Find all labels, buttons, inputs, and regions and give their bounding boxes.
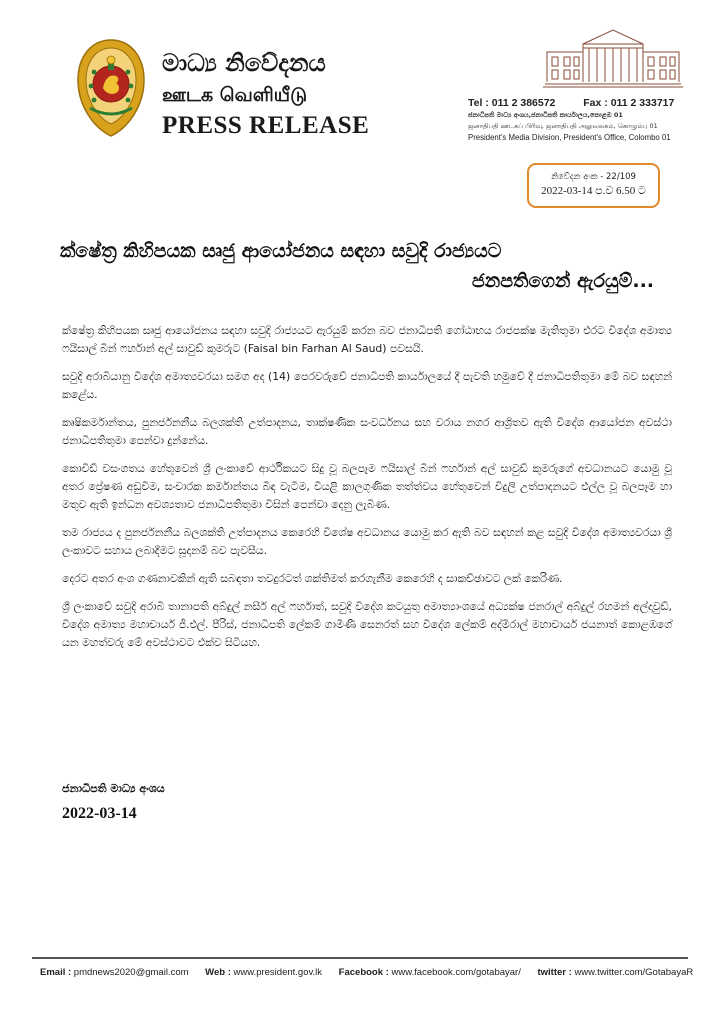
twitter-link[interactable]: www.twitter.com/GotabayaR — [574, 967, 694, 978]
web-label: Web : — [205, 967, 231, 978]
signoff — [62, 780, 165, 826]
footer-facebook — [339, 966, 521, 980]
tel-value: 011 2 386572 — [491, 97, 556, 109]
contact-block — [468, 96, 698, 144]
footer-twitter — [537, 966, 693, 980]
footer-divider — [32, 957, 688, 959]
signoff-date: 2022-03-14 — [62, 805, 137, 822]
tel-fax-line: Tel : 011 2 386572 Fax : 011 2 333717 — [468, 97, 675, 109]
web-link[interactable]: www.president.gov.lk — [233, 967, 323, 978]
facebook-link[interactable]: www.facebook.com/gotabayar/ — [391, 967, 521, 978]
tel-label: Tel — [468, 97, 483, 109]
title-english: PRESS RELEASE — [162, 112, 370, 139]
email-label: Email : — [40, 967, 72, 978]
release-reference-box — [527, 163, 660, 208]
national-emblem-icon — [70, 36, 152, 140]
paragraph: ශ්‍රී ලංකාවේ සවුදි අරාබි තානාපති අබ්දුල් නසීර් අල් ෆර්හාත්, සවුදි විදේශ කටයුතු අමාත්‍යාංශයේ අධ්‍යක්ෂ ජනරාල් අබ්දුල් රහමන් අල්දාවුඩ්, විදේශ අමාත්‍ය මහාචාර්ය ජී.එල්. පීරිස්, ජනාධිපති ලේකම් ගාමිණී සෙනරත් සහ විදේශ ලේකම් අද්මිරාල් මහාචාර්ය ජයනාත් කොළඹගේ යන මහත්වරු මේ අවස්ථාවට එක්ව සිටියහ. — [62, 600, 672, 649]
press-release-titles — [162, 48, 369, 142]
release-datetime: 2022-03-14 ප.ව 6.50 ට — [541, 185, 646, 197]
release-number: නිවේදන අංක - 22/109 — [551, 172, 636, 182]
address-tamil: ஜனாதிபதி ஊடகப் பிரிவு, ஜனாதிபதி அலுவலகம், கொழும்பு 01 — [468, 122, 658, 130]
email-value[interactable]: pmdnews2020@gmail.com — [73, 967, 189, 978]
presidential-secretariat-building-icon — [543, 24, 683, 90]
footer-contacts — [40, 966, 700, 980]
signoff-department: ජනාධිපති මාධ්‍ය අංශය — [62, 782, 165, 795]
fax-value: 011 2 333717 — [610, 97, 675, 109]
title-tamil: ஊடக வெளியீடு — [162, 84, 308, 106]
headline — [60, 236, 660, 296]
facebook-label: Facebook : — [338, 967, 389, 978]
paragraph: තම රාජ්‍යය ද පුනර්ජනනීය බලශක්ති උත්පාදනය කෙරෙහි විශේෂ අවධානය යොමු කර ඇති බව සඳහන් කළ සවුදි විදේශ අමාත්‍යවරයා ශ්‍රී ලංකාවට සහාය ලබාදීමට සූදානම් බව පැවසීය. — [62, 526, 672, 557]
address-english: President's Media Division, President's Office, Colombo 01 — [468, 133, 671, 142]
twitter-label: twitter : — [537, 967, 572, 978]
fax-label: Fax — [583, 97, 602, 109]
footer-email — [40, 966, 189, 980]
article-body — [62, 322, 672, 662]
paragraph: ක්ෂේත්‍ර කිහිපයක සෘජු ආයෝජනය සඳහා සවුදි රාජ්‍යයට ඇරයුම් කරන බව ජනාධිපති ගෝඨාභය රාජපක්ෂ මැතිතුමා එරට විදේශ අමාත්‍ය ෆයිසාල් බින් ෆර්හාන් අල් සාවුඩ් කුමරුට (Faisal bin Farhan Al Saud) පවසයි. — [62, 324, 672, 355]
paragraph: සවුදි අරාබියානු විදේශ අමාත්‍යවරයා සමග අද (14) පෙරවරුවේ ජනාධිපති කාර්යාලයේ දී පැවති හමුවේ දී ජනාධිපතිතුමා මේ බව සඳහන් කළේය. — [62, 370, 672, 401]
paragraph: කොවිඩ් වසංගතය හේතුවෙන් ශ්‍රී ලංකාවේ ආර්ථිකයට සිදු වූ බලපෑම ෆයිසාල් බින් ෆර්හාන් අල් සාවුඩ් කුමරුගේ අවධානයට යොමු වූ අතර ප්‍රේෂණ අඩුවීම, සංචාරක කර්මාන්තය බිඳ වැටීම, වියළි කාලගුණික තත්ත්වය හේතුවෙන් විදුලි උත්පාදනයට එල්ල වූ බලපෑම හා මතුව ඇති ඉන්ධන අවශ්‍යතාව ජනාධිපතිතුමා විසින් පෙන්වා දෙනු ලැබිණ. — [62, 462, 672, 511]
title-sinhala: මාධ්‍ය නිවේදනය — [162, 49, 326, 77]
headline-line-2: ජනපතිගෙන් ඇරයුම්... — [471, 270, 654, 292]
paragraph: දෙරට අතර අංශ ගණනාවකින් ඇති සබඳතා තවදුරටත් ශක්තිමත් කරගැනීම කෙරෙහි ද සාකච්ඡාවට ලක් කෙරිණ. — [62, 572, 563, 585]
headline-line-1: ක්ෂේත්‍ර කිහිපයක සෘජු ආයෝජනය සඳහා සවුදි රාජ්‍යයට — [60, 240, 502, 262]
footer-web — [205, 966, 322, 980]
paragraph: කෘෂිකර්මාන්තය, පුනර්ජනනීය බලශක්ති උත්පාදනය, තාක්ෂණික සංවර්ධනය සහ වරාය නගර ආශ්‍රිතව ඇති විදේශ ආයෝජන අවස්ථා ජනාධිපතිතුමා පෙන්වා දුන්නේය. — [62, 416, 672, 447]
address-sinhala: ජනාධිපති මාධ්‍ය අංශය,ජනාධිපති කාර්යාලය,කොළඹ 01 — [468, 111, 623, 119]
